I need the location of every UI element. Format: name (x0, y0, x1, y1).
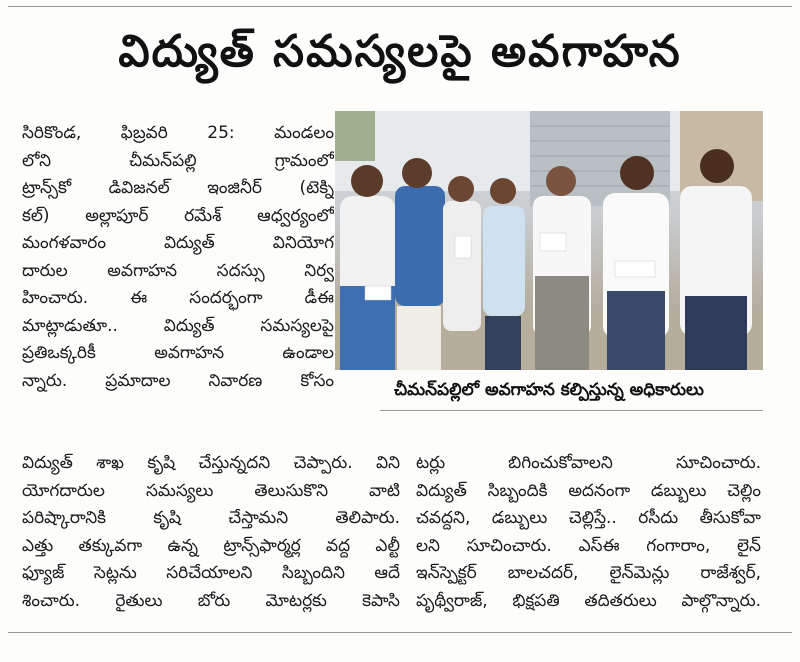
top-rule (8, 6, 792, 7)
body-line: మాట్లాడుతూ.. విద్యుత్ సమస్యలపై (22, 315, 334, 336)
body-line: మంగళవారం విద్యుత్ వినియోగ (22, 233, 334, 253)
body-line: ప్రతిఒక్కరికీ అవగాహన ఉండాల (22, 343, 334, 363)
caption-rule (380, 410, 763, 411)
body-line: ఎత్తు తక్కువగా ఉన్న ట్రాన్స్‌ఫార్మర్ల వద్ద ఎల్టీ (22, 535, 400, 556)
body-line: సిరికొండ, ఫిబ్రవరి 25: మండలం (22, 123, 334, 143)
body-line: టర్లు బిగించుకోవాలని సూచించారు. (416, 453, 761, 473)
body-line: చవద్దని, డబ్బులు చెల్లిస్తే.. రసీదు తీసుకోవా (416, 508, 761, 528)
body-column-right (416, 450, 761, 615)
body-line: యోగదారుల సమస్యలు తెలుసుకొని వాటి (22, 480, 400, 501)
body-line: ఇన్‌స్పెక్టర్ బాలచదర్, లైన్‌మెన్లు రాజేశ్వర్, (416, 563, 761, 583)
body-line: శించారు. రైతులు బోరు మోటర్లకు కెపాసి (22, 590, 400, 611)
body-line: దారుల అవగాహన సదస్సు నిర్వ (22, 260, 334, 281)
body-line: లని సూచించారు. ఎస్ఈ గంగారాం, లైన్ (416, 535, 761, 556)
body-line: విద్యుత్ సిబ్బందికి అదనంగా డబ్బులు చెల్లిం (416, 480, 761, 501)
body-line: విద్యుత్ శాఖ కృషి చేస్తున్నదని చెప్పారు. విని (22, 453, 400, 473)
body-line: కల్) అల్లాపూర్ రమేశ్ ఆధ్వర్యంలో (22, 205, 334, 226)
bottom-rule (8, 632, 792, 633)
body-line: న్నారు. ప్రమాదాల నివారణ కోసం (22, 370, 334, 391)
body-column-left (22, 120, 334, 395)
body-line: ట్రాన్స్‌కో డివిజనల్ ఇంజినీర్ (టెక్ని (22, 178, 334, 198)
body-line: హించారు. ఈ సందర్భంగా డీఈ (22, 288, 334, 308)
headline: విద్యుత్ సమస్యలపై అవగాహన (118, 26, 682, 77)
body-line: పరిష్కారానికి కృషి చేస్తామని తెలిపారు. (22, 508, 400, 528)
body-line: ఫ్యూజ్ సెట్లను సరిచేయాలని సిబ్బందిని ఆదే (22, 563, 400, 583)
body-line: పృథ్వీరాజ్, భిక్షపతి తదితరులు పాల్గొన్నారు. (416, 590, 761, 611)
body-column-left-lower (22, 450, 400, 615)
body-line: లోని చీమన్‌పల్లి గ్రామంలో (22, 150, 334, 171)
photo-caption: చీమన్‌పల్లిలో అవగాహన కల్పిస్తున్న అధికారులు (394, 380, 704, 400)
news-photo (335, 111, 763, 370)
